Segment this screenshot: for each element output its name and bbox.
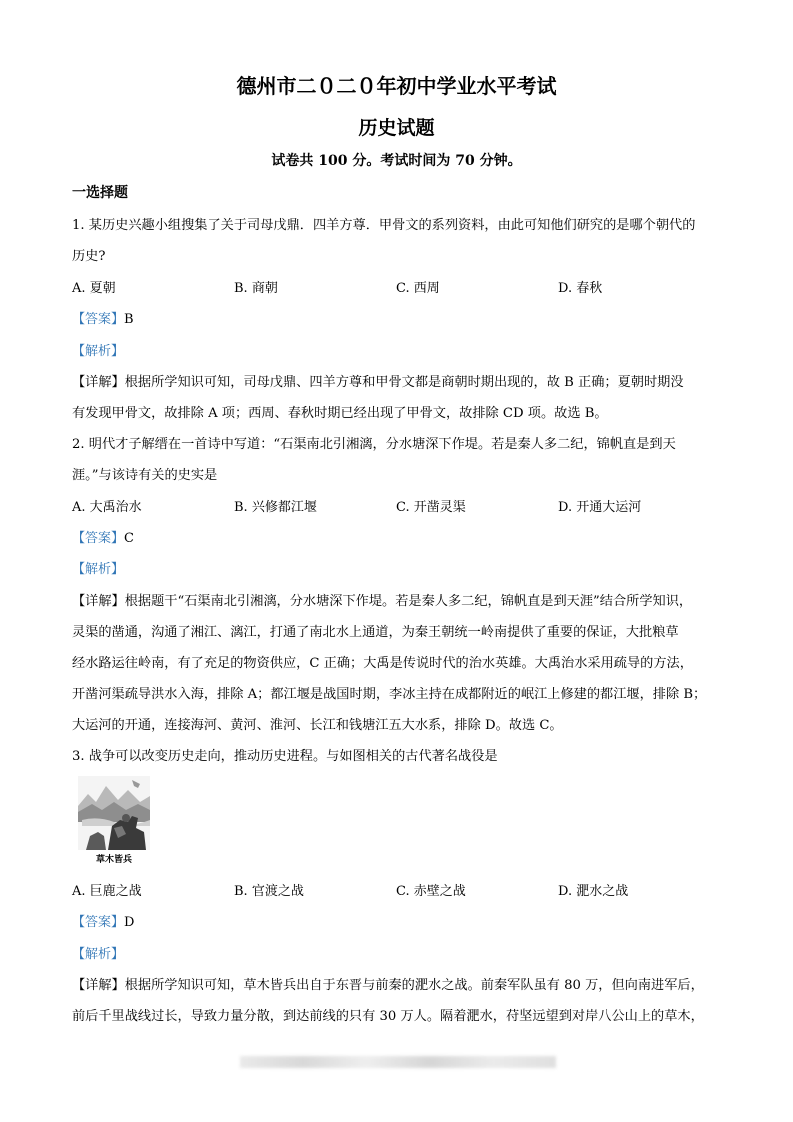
q2-analysis-tag: 【解析】	[72, 562, 125, 577]
q3-analysis-tag: 【解析】	[72, 947, 125, 962]
q1-option-c: C. 西周	[396, 281, 440, 296]
q1-analysis-tag: 【解析】	[72, 344, 125, 359]
answer-tag: 【答案】	[72, 531, 125, 546]
q3-option-d: D. 淝水之战	[558, 884, 629, 899]
answer-value: C	[124, 531, 134, 546]
blurred-footer-watermark	[240, 1056, 556, 1068]
q2-detail-line4: 开凿河渠疏导洪水入海，排除 A；都江堰是战国时期，李冰主持在成都附近的岷江上修建的都江堰，排除 B；	[72, 687, 707, 702]
q2-detail-line5: 大运河的开通，连接海河、黄河、淮河、长江和钱塘江五大水系，排除 D。故选 C。	[72, 718, 563, 733]
q3-option-b: B. 官渡之战	[234, 884, 304, 899]
figure-caption: 草木皆兵	[95, 855, 132, 865]
q1-option-a: A. 夏朝	[72, 281, 116, 296]
q1-answer	[72, 308, 134, 327]
q2-answer	[72, 527, 134, 546]
q2-detail-line3: 经水路运往岭南，有了充足的物资供应，C 正确；大禹是传说时代的治水英雄。大禹治水采用疏导的方法，	[72, 656, 693, 671]
q1-stem-line1: 1. 某历史兴趣小组搜集了关于司母戊鼎．四羊方尊．甲骨文的系列资料，由此可知他们研究的是哪个朝代的	[72, 218, 696, 233]
q2-option-a: A. 大禹治水	[72, 500, 142, 515]
q2-option-b: B. 兴修都江堰	[234, 500, 317, 515]
q1-detail-line1: 【详解】根据所学知识可知，司母戊鼎、四羊方尊和甲骨文都是商朝时期出现的，故 B 正确；夏朝时期没	[72, 375, 684, 390]
q3-answer	[72, 911, 134, 930]
q2-stem-line1: 2. 明代才子解缙在一首诗中写道：“石渠南北引湘漓，分水塘深下作堤。若是秦人多二纪，锦帆直是到天	[72, 437, 676, 452]
q1-option-b: B. 商朝	[234, 281, 278, 296]
exam-title: 德州市二０二０年初中学业水平考试	[236, 74, 557, 98]
q2-detail-line2: 灵渠的凿通，沟通了湘江、漓江，打通了南北水上通道，为秦王朝统一岭南提供了重要的保证，大批粮草	[72, 625, 679, 640]
q3-detail-line2: 前后千里战线过长，导致力量分散，到达前线的只有 30 万人。隔着淝水，苻坚远望到对岸八公山上的草木，	[72, 1009, 704, 1024]
answer-value: D	[124, 915, 135, 930]
q2-option-c: C. 开凿灵渠	[396, 500, 466, 515]
q3-detail-line1: 【详解】根据所学知识可知，草木皆兵出自于东晋与前秦的淝水之战。前秦军队虽有 80 万，但向南进军后，	[72, 978, 704, 993]
q2-option-d: D. 开通大运河	[558, 500, 642, 515]
answer-tag: 【答案】	[72, 312, 125, 327]
section-heading: 一选择题	[72, 185, 128, 201]
exam-note: 试卷共 100 分。考试时间为 70 分钟。	[271, 153, 522, 169]
q3-option-c: C. 赤壁之战	[396, 884, 466, 899]
q1-option-d: D. 春秋	[558, 281, 603, 296]
q1-detail-line2: 有发现甲骨文，故排除 A 项；西周、春秋时期已经出现了甲骨文，故排除 CD 项。故选 B。	[72, 406, 608, 421]
answer-tag: 【答案】	[72, 915, 125, 930]
q2-stem-line2: 涯。”与该诗有关的史实是	[72, 468, 218, 483]
q2-detail-line1: 【详解】根据题干“石渠南北引湘漓，分水塘深下作堤。若是秦人多二纪，锦帆直是到天涯”结合所学知识，	[72, 594, 693, 609]
answer-value: B	[124, 312, 134, 327]
q1-stem-line2: 历史?	[72, 249, 106, 264]
q3-stem-line1: 3. 战争可以改变历史走向，推动历史进程。与如图相关的古代著名战役是	[72, 749, 498, 764]
exam-subtitle: 历史试题	[358, 117, 435, 139]
battle-illustration	[78, 776, 150, 850]
q3-option-a: A. 巨鹿之战	[72, 884, 142, 899]
